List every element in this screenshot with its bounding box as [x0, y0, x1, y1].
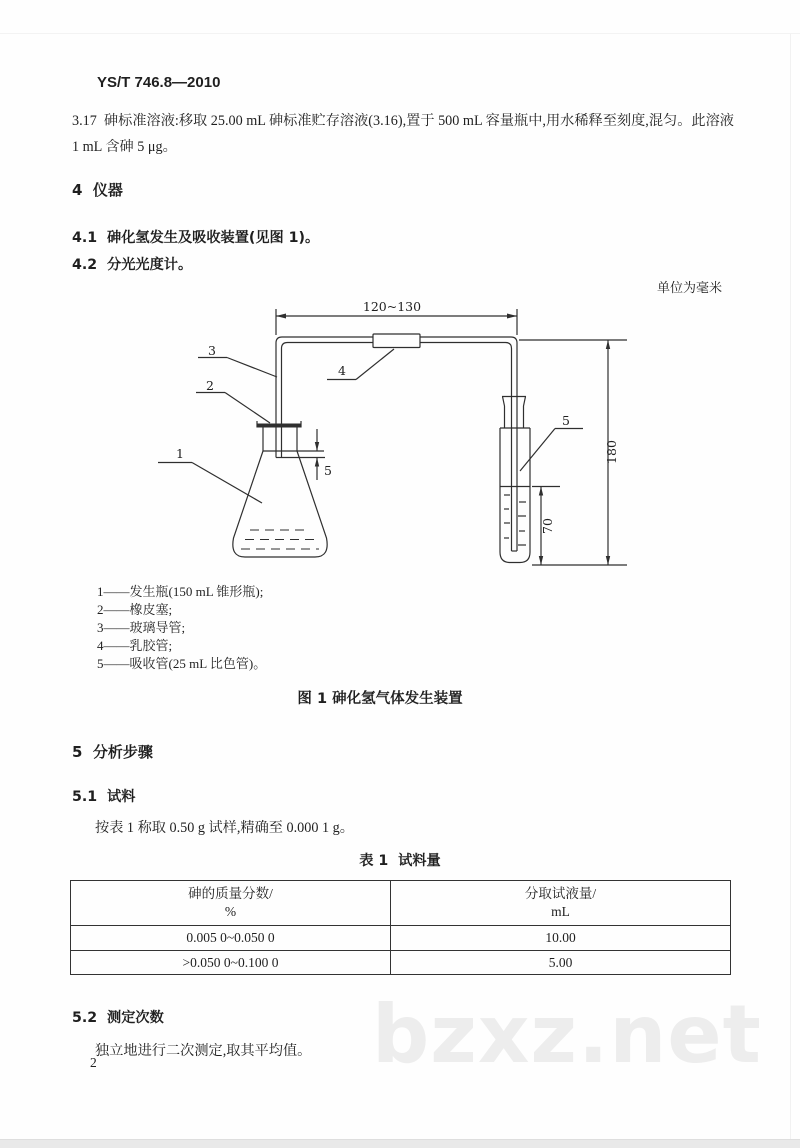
- section-4-heading: 4 仪器: [72, 181, 123, 199]
- part-label-4: [327, 349, 394, 380]
- table-cell-volume: 10.00: [545, 930, 576, 945]
- figure-caption: 图 1 砷化氢气体发生装置: [297, 691, 463, 707]
- figure-legend: [97, 583, 266, 673]
- svg-text:1: 1: [176, 446, 184, 461]
- legend-item-4: 4——乳胶管;: [97, 638, 173, 653]
- table-row: [71, 926, 730, 951]
- part-label-1: [158, 446, 262, 503]
- clause-3-17-paragraph: 3.17 砷标准溶液:移取 25.00 mL 砷标准贮存溶液(3.16),置于 500 mL 容量瓶中,用水稀释至刻度,混匀。此溶液 1 mL 含砷 5 μg。: [72, 113, 738, 155]
- rubber-stopper: [257, 421, 301, 428]
- svg-text:2: 2: [206, 378, 214, 393]
- table-cell-fraction: 0.005 0~0.050 0: [71, 926, 391, 950]
- clause-4-1: 4.1 砷化氢发生及吸收装置(见图 1)。: [72, 230, 320, 246]
- dimension-total-height-value: 180: [604, 440, 619, 464]
- dimension-liquid-height: [532, 487, 560, 566]
- svg-text:3: 3: [208, 343, 216, 358]
- table-cell-fraction: >0.050 0~0.100 0: [71, 951, 391, 974]
- generator-flask: [233, 428, 327, 558]
- absorption-tube-graduations: [504, 495, 526, 545]
- legend-item-1: 1——发生瓶(150 mL 锥形瓶);: [97, 584, 264, 599]
- clause-4-2: 4.2 分光光度计。: [72, 257, 193, 273]
- dimension-top-width-value: 120~130: [362, 299, 422, 314]
- part-label-3: [198, 343, 277, 377]
- svg-text:5: 5: [562, 413, 570, 428]
- table-header-row: [71, 881, 730, 926]
- table-row: [71, 951, 730, 974]
- glass-tube-outline: [276, 337, 517, 551]
- figure-unit-note: 单位为毫米: [656, 280, 722, 295]
- table-1: [70, 880, 731, 975]
- clause-5-2-paragraph: 独立地进行二次测定,取其平均值。: [95, 1043, 312, 1059]
- standard-code-header: YS/T 746.8—2010: [97, 74, 221, 91]
- scan-artifact-bottom-band: [0, 1139, 800, 1148]
- dimension-top-width: [276, 299, 517, 335]
- dimension-liquid-height-value: 70: [540, 518, 555, 534]
- scan-artifact-right-line: [790, 34, 791, 1139]
- svg-text:4: 4: [338, 363, 346, 378]
- table-header-fraction: 砷的质量分数/ %: [71, 881, 391, 925]
- scan-artifact-top-line: [0, 33, 800, 34]
- table-cell-volume: 5.00: [548, 954, 573, 970]
- dimension-tube-depth-value: 5: [324, 463, 332, 478]
- legend-item-5: 5——吸收管(25 mL 比色管)。: [97, 656, 267, 671]
- absorption-tube: [500, 397, 530, 563]
- latex-tube-segment: [373, 334, 420, 348]
- page-number: 2: [90, 1055, 97, 1070]
- clause-5-2-heading: 5.2 测定次数: [72, 1010, 164, 1026]
- legend-item-3: 3——玻璃导管;: [97, 620, 186, 635]
- watermark: bzxz.net: [372, 988, 762, 1081]
- dimension-tube-depth: [315, 429, 332, 480]
- clause-5-1-heading: 5.1 试料: [72, 789, 136, 805]
- figure-1-apparatus-diagram: [100, 295, 760, 585]
- legend-item-2: 2——橡皮塞;: [97, 602, 173, 617]
- table-1-title: 表 1 试料量: [359, 853, 441, 869]
- section-5-heading: 5 分析步骤: [72, 743, 153, 761]
- flask-liquid-dashes: [241, 530, 319, 549]
- part-label-2: [196, 378, 270, 423]
- clause-5-1-paragraph: 按表 1 称取 0.50 g 试样,精确至 0.000 1 g。: [95, 820, 354, 836]
- table-header-volume: 分取试液量/ mL: [524, 886, 597, 919]
